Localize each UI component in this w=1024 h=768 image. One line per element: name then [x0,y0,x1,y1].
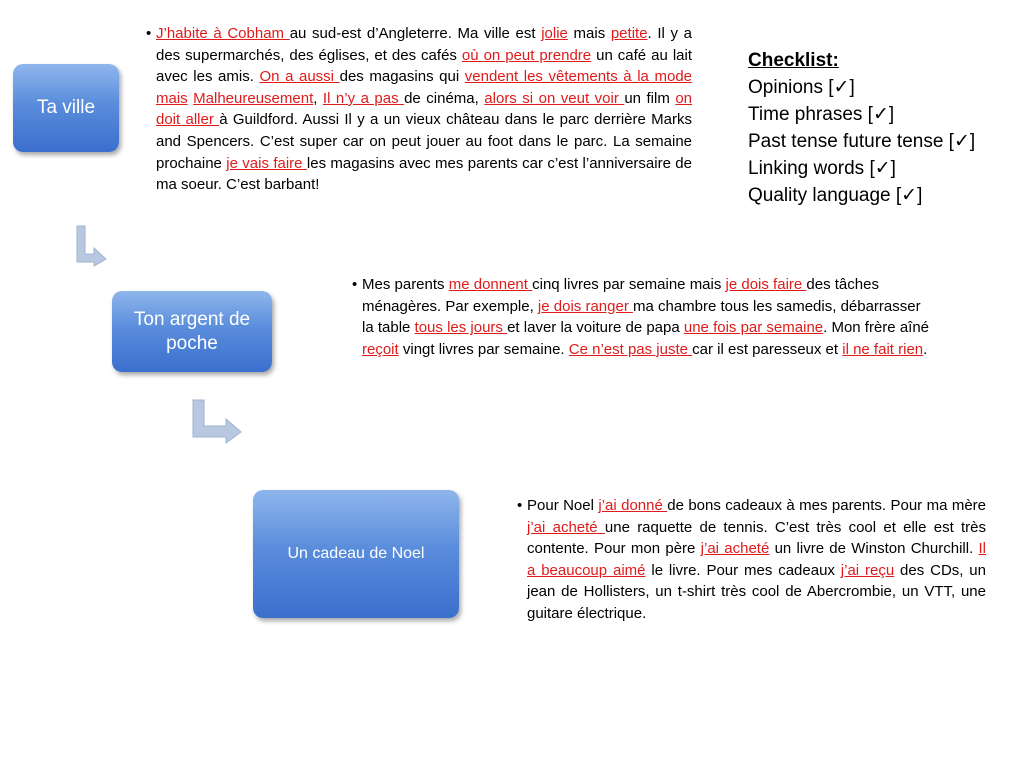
highlight-phrase: reçoit [362,340,399,358]
topic-box-cadeau [253,490,459,618]
highlight-phrase: j’ai reçu [840,561,895,579]
highlight-phrase: me donnent [448,276,533,293]
bent-arrow-icon [190,398,244,444]
highlight-phrase: tous les jours [414,319,508,337]
highlight-phrase: je vais faire [226,154,307,172]
highlight-phrase: j’ai acheté [700,540,770,558]
text-run: Pour Noel [527,497,599,514]
text-run: au sud-est d’Angleterre. Ma ville est [289,25,542,42]
text-run: et laver la voiture de papa [507,319,684,337]
highlight-phrase: petite [610,25,648,42]
text-run: des CDs, un jean de Hollisters, un t-shirt très cool de Abercrombie, un VTT, une guitare électrique. [527,561,986,622]
highlight-phrase: j’ai donné [598,497,668,514]
text-run: le livre. Pour mes cadeaux [645,561,841,579]
checklist-title: Checklist: [748,50,839,71]
text-run: un livre de Winston Churchill. [769,540,979,558]
text-run: mais [567,25,611,42]
bent-arrow-icon [74,224,110,268]
topic-label: Un cadeau de Noel [287,545,425,562]
checklist-item: Time phrases [✓] [748,104,895,125]
checklist-item: Linking words [✓] [748,158,896,179]
paragraph-ville [146,23,693,196]
text-run: un café au lait avec les amis. [156,46,692,86]
topic-label: Ta ville [36,97,96,119]
text-run: de bons cadeaux à mes parents. Pour ma mère [667,497,986,514]
checklist-item: Past tense future tense [✓] [748,131,976,152]
paragraph-argent [352,274,932,360]
text-run: à Guildford. Aussi Il y a un vieux château dans le parc derrière Marks and Spencers. C’est super car on peut jouer au foot dans le parc. La semaine prochaine [156,111,692,172]
highlight-phrase: On a aussi [259,68,340,86]
topic-box-ta-ville [13,64,119,152]
topic-label: Ton argent de poche [133,308,251,354]
text-run: Mes parents [362,276,449,293]
highlight-phrase: alors si on veut voir [484,89,625,107]
highlight-phrase: J’habite à Cobham [156,25,290,42]
text-run: un film [624,89,676,107]
text-run: car il est paresseux et [692,340,843,358]
highlight-phrase: Il a beaucoup aimé [527,540,986,579]
text-run: , [313,89,323,107]
paragraph-cadeau [517,495,986,625]
highlight-phrase: jolie [541,25,568,42]
highlight-phrase: j’ai acheté [527,518,605,536]
text-run: . [923,340,928,358]
checklist [748,47,988,209]
text-run: cinq livres par semaine mais [532,276,726,293]
highlight-phrase: on doit aller [156,89,692,129]
text-run: vingt livres par semaine. [398,340,569,358]
text-run: des magasins qui [339,68,465,86]
highlight-phrase: Il n’y a pas [322,89,405,107]
highlight-phrase: une fois par semaine [683,319,824,337]
checklist-item: Quality language [✓] [748,185,923,206]
text-run: ma chambre tous les samedis, débarrasser la table [362,297,921,337]
highlight-phrase: Ce n’est pas juste [568,340,693,358]
text-run: les magasins avec mes parents car c’est l’anniversaire de ma soeur. C’est barbant! [156,154,692,194]
highlight-phrase: je dois ranger [537,297,633,315]
text-run: une raquette de tennis. C’est très cool et elle est très contente. Pour mon père [527,518,986,558]
bullet: • [352,276,358,293]
text-run: . Il y a des supermarchés, des églises, et des cafés [156,25,692,64]
highlight-phrase: il ne fait rien [842,340,924,358]
highlight-phrase: je dois faire [725,276,807,293]
highlight-phrase: Malheureusement [193,89,314,107]
text-run: . Mon frère aîné [823,319,930,337]
text-run: de cinéma, [404,89,485,107]
highlight-phrase: où on peut prendre [461,46,592,64]
checklist-item: Opinions [✓] [748,77,855,98]
bullet: • [517,497,523,514]
topic-box-argent [112,291,272,372]
text-run: des tâches ménagères. Par exemple, [362,276,879,315]
highlight-phrase: vendent les vêtements à la mode mais [156,68,693,107]
bullet: • [146,25,152,42]
